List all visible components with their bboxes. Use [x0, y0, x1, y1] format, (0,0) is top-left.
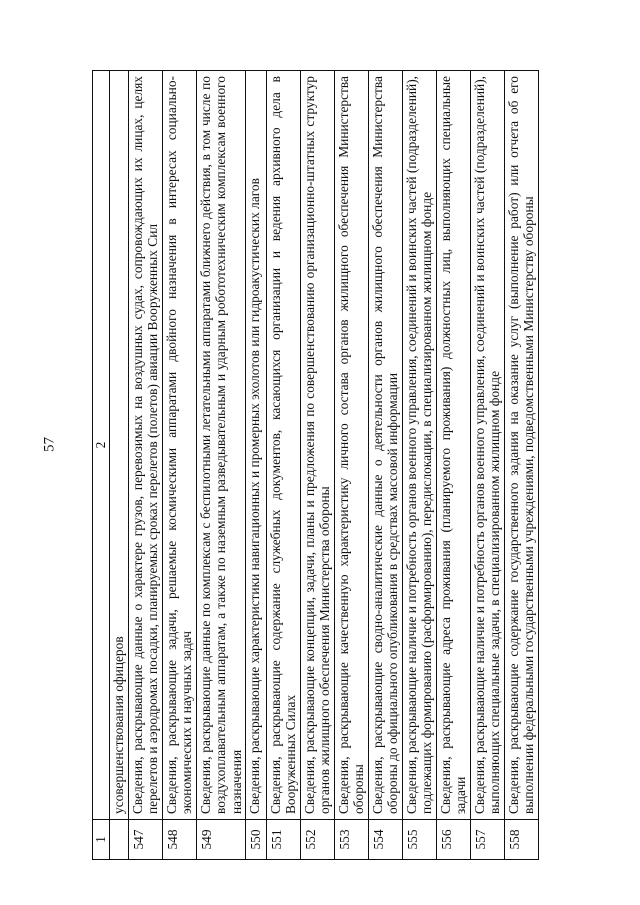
table-row [110, 71, 129, 860]
row-number: 558 [504, 820, 538, 860]
document-table [92, 70, 539, 860]
table-row [470, 71, 504, 860]
row-text: Сведения, раскрывающие сводно-аналитические данные о деятельности органов жилищного обеспечения Министерства обороны до официального опубликования в средствах массовой информации [368, 71, 402, 820]
row-number: 547 [128, 820, 162, 860]
table-row [246, 71, 267, 860]
table-row [300, 71, 334, 860]
row-text: Сведения, раскрывающие задачи, решаемые космическими аппаратами двойного назначения в интересах социально-экономических и научных задач [162, 71, 196, 820]
row-number: 549 [196, 820, 246, 860]
table-row [402, 71, 436, 860]
page-number: 57 [41, 437, 58, 452]
header-col-1: 1 [93, 820, 110, 860]
header-col-2: 2 [93, 71, 110, 820]
table-row [368, 71, 402, 860]
row-number: 553 [334, 820, 368, 860]
row-number: 550 [246, 820, 267, 860]
row-text: Сведения, раскрывающие наличие и потребность органов военного управления, соединений и воинских частей (подразделений), подлежащих формированию (расформированию), передислокации, в специализированном жилищном фонде [402, 71, 436, 820]
row-number: 554 [368, 820, 402, 860]
row-text: Сведения, раскрывающие концепции, задачи, планы и предложения по совершенствованию организационно-штатных структур органов жилищного обеспечения Министерства обороны [300, 71, 334, 820]
row-text: Сведения, раскрывающие содержание служебных документов, касающихся организации и ведения архивного дела в Вооруженных Силах [266, 71, 300, 820]
row-text: Сведения, раскрывающие данные по комплексам с беспилотными летательными аппаратами ближнего действия, в том числе по воздухоплавательным аппаратам, а также по наземным разведывательным и ударным робототехническим комплексам военного назначения [196, 71, 246, 820]
row-text: Сведения, раскрывающие наличие и потребность органов военного управления, соединений и воинских частей (подразделений), выполняющих специальные задачи, в специализированном жилищном фонде [470, 71, 504, 820]
row-number: 555 [402, 820, 436, 860]
row-number: 557 [470, 820, 504, 860]
row-number: 552 [300, 820, 334, 860]
table-row [162, 71, 196, 860]
row-text: Сведения, раскрывающие данные о характере грузов, перевозимых на воздушных судах, сопровождающих их лицах, целях перелетов и аэродромах посадки, планируемых сроках перелетов (полетов) авиации Вооруженных Сил [128, 71, 162, 820]
table-row [266, 71, 300, 860]
row-text: Сведения, раскрывающие содержание государственного задания на оказание услуг (выполнение работ) или отчета об его выполнении федеральными государственными учреждениями, подведомственными Министерству обороны [504, 71, 538, 820]
row-number: 551 [266, 820, 300, 860]
row-text: Сведения, раскрывающие характеристики навигационных и промерных эхолотов или гидроакустических лагов [246, 71, 267, 820]
table-header-row [93, 71, 110, 860]
row-number-cell [110, 820, 129, 860]
rotated-page-area [92, 70, 572, 860]
table-row [436, 71, 470, 860]
table-row [334, 71, 368, 860]
row-text: Сведения, раскрывающие качественную характеристику личного состава органов жилищного обеспечения Министерства обороны [334, 71, 368, 820]
row-text: усовершенствования офицеров [110, 71, 129, 820]
table-row [504, 71, 538, 860]
row-text: Сведения, раскрывающие адреса проживания (планируемого проживания) должностных лиц, выполняющих специальные задачи [436, 71, 470, 820]
table-row [128, 71, 162, 860]
row-number: 548 [162, 820, 196, 860]
row-number: 556 [436, 820, 470, 860]
table-row [196, 71, 246, 860]
